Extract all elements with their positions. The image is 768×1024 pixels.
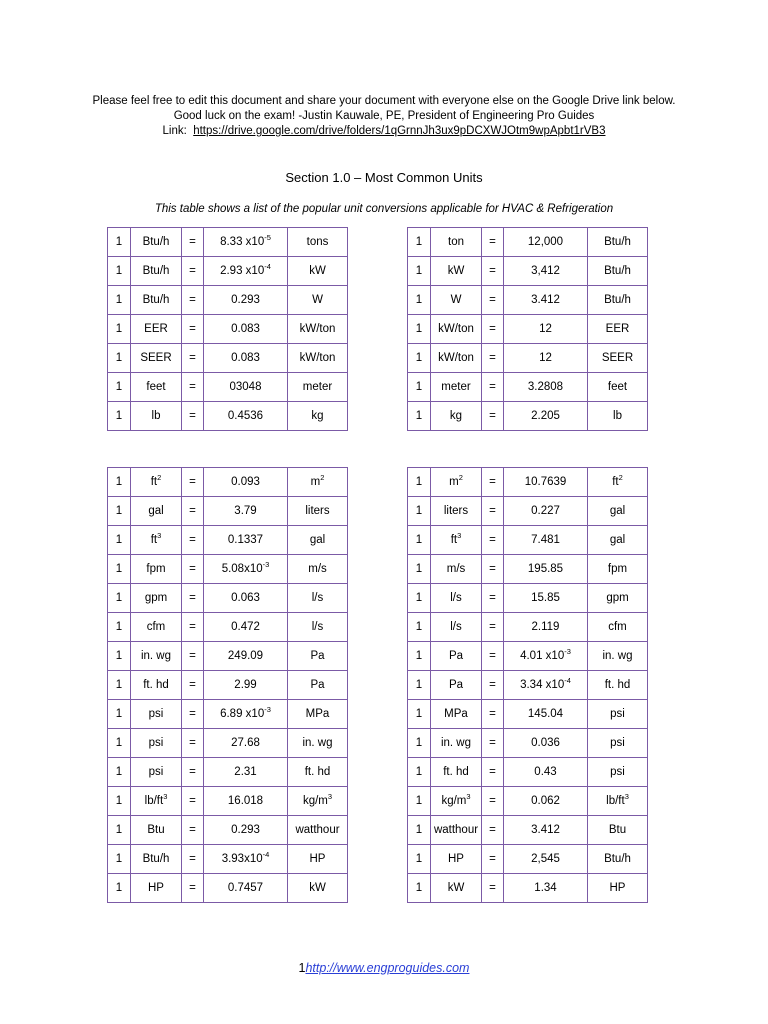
- to-unit-cell: l/s: [288, 613, 348, 642]
- equals-sign-cell: =: [182, 228, 204, 257]
- factor-cell: 2.99: [204, 671, 288, 700]
- quantity-cell: 1: [408, 787, 431, 816]
- table-row: [408, 373, 648, 402]
- from-unit-cell: psi: [131, 758, 182, 787]
- table-caption: This table shows a list of the popular unit conversions applicable for HVAC & Refrigeration: [154, 203, 614, 215]
- equals-sign-cell: =: [182, 758, 204, 787]
- table-row: [408, 874, 648, 903]
- quantity-cell: 1: [108, 584, 131, 613]
- quantity-cell: 1: [408, 286, 431, 315]
- quantity-cell: 1: [408, 315, 431, 344]
- quantity-cell: 1: [408, 758, 431, 787]
- to-unit-cell: Btu: [588, 816, 648, 845]
- from-unit-cell: liters: [431, 497, 482, 526]
- factor-cell: 8.33 $x10^{-5}$: [204, 228, 288, 257]
- factor-cell: $3.93x10^{-4}$: [204, 845, 288, 874]
- quantity-cell: 1: [108, 373, 131, 402]
- to-unit-cell: ft. hd: [288, 758, 348, 787]
- exponent: -4: [264, 262, 271, 272]
- from-unit-cell: feet: [131, 373, 182, 402]
- from-unit-cell: $lb/ft^3$: [131, 787, 182, 816]
- factor-cell: 4.01 $x10^{-3}$: [504, 642, 588, 671]
- table-row: [408, 584, 648, 613]
- equals-sign-cell: =: [482, 468, 504, 497]
- factor-cell: 2.119: [504, 613, 588, 642]
- factor-cell: 10.7639: [504, 468, 588, 497]
- quantity-cell: 1: [408, 816, 431, 845]
- table-row: [108, 584, 348, 613]
- quantity-cell: 1: [408, 555, 431, 584]
- from-unit-cell: in. wg: [131, 642, 182, 671]
- from-unit-cell: Pa: [431, 671, 482, 700]
- equals-sign-cell: =: [482, 787, 504, 816]
- page-number: 1: [298, 961, 306, 975]
- equals-sign-cell: =: [482, 497, 504, 526]
- table-row: [408, 228, 648, 257]
- google-drive-link[interactable]: https://drive.google.com/drive/folders/1qGrnnJh3ux9pDCXWJOtm9wpApbt1rVB3: [193, 125, 606, 137]
- factor-cell: 2.31: [204, 758, 288, 787]
- from-unit-cell: ft. hd: [431, 758, 482, 787]
- to-unit-cell: psi: [588, 758, 648, 787]
- to-unit-cell: gpm: [588, 584, 648, 613]
- table-row: [408, 344, 648, 373]
- factor-cell: 0.43: [504, 758, 588, 787]
- from-unit-cell: l/s: [431, 584, 482, 613]
- table-row: [108, 286, 348, 315]
- equals-sign-cell: =: [182, 344, 204, 373]
- to-unit-cell: kW: [288, 874, 348, 903]
- equals-sign-cell: =: [482, 729, 504, 758]
- quantity-cell: 1: [108, 874, 131, 903]
- table-row: [108, 228, 348, 257]
- factor-cell: 7.481: [504, 526, 588, 555]
- quantity-cell: 1: [108, 700, 131, 729]
- factor-cell: 0.293: [204, 816, 288, 845]
- to-unit-cell: $lb/ft^3$: [588, 787, 648, 816]
- from-unit-cell: EER: [131, 315, 182, 344]
- to-unit-cell: liters: [288, 497, 348, 526]
- factor-cell: 0.083: [204, 344, 288, 373]
- factor-cell: 12: [504, 315, 588, 344]
- to-unit-cell: $ft^2$: [588, 468, 648, 497]
- table-row: [108, 373, 348, 402]
- equals-sign-cell: =: [482, 344, 504, 373]
- factor-cell: 6.89 $x10^{-3}$: [204, 700, 288, 729]
- table-row: [108, 613, 348, 642]
- exponent: -4: [564, 676, 571, 686]
- quantity-cell: 1: [108, 613, 131, 642]
- table-row: [408, 845, 648, 874]
- quantity-cell: 1: [408, 729, 431, 758]
- to-unit-cell: EER: [588, 315, 648, 344]
- factor-cell: 0.1337: [204, 526, 288, 555]
- to-unit-cell: cfm: [588, 613, 648, 642]
- intro-line-1: Please feel free to edit this document and share your document with everyone else on the Google Drive link below.: [92, 95, 676, 107]
- quantity-cell: 1: [408, 845, 431, 874]
- factor-cell: 3.412: [504, 816, 588, 845]
- from-unit-cell: cfm: [131, 613, 182, 642]
- exponent: -5: [264, 233, 271, 243]
- table-row: [408, 257, 648, 286]
- table-row: [408, 671, 648, 700]
- from-unit-cell: gpm: [131, 584, 182, 613]
- quantity-cell: 1: [108, 497, 131, 526]
- table-row: [108, 671, 348, 700]
- equals-sign-cell: =: [182, 700, 204, 729]
- table-row: [108, 758, 348, 787]
- equals-sign-cell: =: [482, 286, 504, 315]
- equals-sign-cell: =: [182, 729, 204, 758]
- to-unit-cell: kW: [288, 257, 348, 286]
- quantity-cell: 1: [108, 816, 131, 845]
- to-unit-cell: Btu/h: [588, 845, 648, 874]
- page-footer: [0, 961, 768, 975]
- to-unit-cell: kW/ton: [288, 344, 348, 373]
- to-unit-cell: watthour: [288, 816, 348, 845]
- from-unit-cell: ton: [431, 228, 482, 257]
- factor-cell: $5.08x10^{-3}$: [204, 555, 288, 584]
- quantity-cell: 1: [108, 468, 131, 497]
- quantity-cell: 1: [408, 584, 431, 613]
- to-unit-cell: kg: [288, 402, 348, 431]
- from-unit-cell: Btu: [131, 816, 182, 845]
- to-unit-cell: gal: [588, 497, 648, 526]
- factor-cell: 15.85: [504, 584, 588, 613]
- quantity-cell: 1: [408, 613, 431, 642]
- equals-sign-cell: =: [182, 315, 204, 344]
- equals-sign-cell: =: [182, 526, 204, 555]
- equals-sign-cell: =: [182, 373, 204, 402]
- quantity-cell: 1: [108, 315, 131, 344]
- factor-cell: 3.34 $x10^{-4}$: [504, 671, 588, 700]
- equals-sign-cell: =: [482, 526, 504, 555]
- equals-sign-cell: =: [482, 315, 504, 344]
- from-unit-cell: Pa: [431, 642, 482, 671]
- equals-sign-cell: =: [482, 700, 504, 729]
- to-unit-cell: Pa: [288, 671, 348, 700]
- exponent: -3: [264, 705, 271, 715]
- exponent: 3: [163, 792, 168, 802]
- table-row: [408, 497, 648, 526]
- exponent: 2: [157, 473, 162, 483]
- to-unit-cell: tons: [288, 228, 348, 257]
- quantity-cell: 1: [108, 257, 131, 286]
- quantity-cell: 1: [408, 497, 431, 526]
- to-unit-cell: meter: [288, 373, 348, 402]
- equals-sign-cell: =: [182, 286, 204, 315]
- quantity-cell: 1: [408, 671, 431, 700]
- factor-cell: 2,545: [504, 845, 588, 874]
- from-unit-cell: l/s: [431, 613, 482, 642]
- from-unit-cell: Btu/h: [131, 845, 182, 874]
- factor-cell: 145.04: [504, 700, 588, 729]
- quantity-cell: 1: [408, 402, 431, 431]
- table-row: [408, 555, 648, 584]
- from-unit-cell: Btu/h: [131, 228, 182, 257]
- table-row: [408, 700, 648, 729]
- to-unit-cell: Btu/h: [588, 228, 648, 257]
- quantity-cell: 1: [108, 286, 131, 315]
- from-unit-cell: kW: [431, 257, 482, 286]
- to-unit-cell: l/s: [288, 584, 348, 613]
- to-unit-cell: m/s: [288, 555, 348, 584]
- quantity-cell: 1: [408, 373, 431, 402]
- equals-sign-cell: =: [182, 845, 204, 874]
- to-unit-cell: Pa: [288, 642, 348, 671]
- exponent: -3: [564, 647, 571, 657]
- to-unit-cell: $m^2$: [288, 468, 348, 497]
- equals-sign-cell: =: [182, 584, 204, 613]
- table-row: [408, 729, 648, 758]
- factor-cell: 195.85: [504, 555, 588, 584]
- footer-link[interactable]: http://www.engproguides.com: [305, 961, 470, 975]
- from-unit-cell: kW/ton: [431, 315, 482, 344]
- equals-sign-cell: =: [482, 555, 504, 584]
- table-row: [408, 286, 648, 315]
- equals-sign-cell: =: [182, 816, 204, 845]
- table-row: [408, 315, 648, 344]
- exponent: 3: [624, 792, 629, 802]
- quantity-cell: 1: [108, 671, 131, 700]
- equals-sign-cell: =: [482, 228, 504, 257]
- factor-cell: 0.4536: [204, 402, 288, 431]
- table-row: [108, 729, 348, 758]
- quantity-cell: 1: [108, 729, 131, 758]
- to-unit-cell: feet: [588, 373, 648, 402]
- from-unit-cell: $kg/m^3$: [431, 787, 482, 816]
- quantity-cell: 1: [408, 700, 431, 729]
- exponent: 2: [618, 473, 623, 483]
- from-unit-cell: HP: [131, 874, 182, 903]
- equals-sign-cell: =: [182, 671, 204, 700]
- quantity-cell: 1: [408, 228, 431, 257]
- factor-cell: 3.412: [504, 286, 588, 315]
- table-row: [408, 613, 648, 642]
- to-unit-cell: in. wg: [588, 642, 648, 671]
- quantity-cell: 1: [408, 526, 431, 555]
- to-unit-cell: psi: [588, 700, 648, 729]
- from-unit-cell: $ft^3$: [431, 526, 482, 555]
- table-row: [108, 787, 348, 816]
- exponent: 3: [157, 531, 162, 541]
- equals-sign-cell: =: [482, 845, 504, 874]
- intro-line-3: [0, 124, 768, 139]
- equals-sign-cell: =: [482, 613, 504, 642]
- conversion-table-1: [107, 227, 348, 431]
- intro-line-2: Good luck on the exam! -Justin Kauwale, PE, President of Engineering Pro Guides: [173, 110, 595, 122]
- to-unit-cell: HP: [588, 874, 648, 903]
- to-unit-cell: in. wg: [288, 729, 348, 758]
- factor-cell: 0.293: [204, 286, 288, 315]
- to-unit-cell: $kg/m^3$: [288, 787, 348, 816]
- from-unit-cell: kW: [431, 874, 482, 903]
- table-row: [408, 402, 648, 431]
- table-row: [108, 497, 348, 526]
- exponent: 3: [327, 792, 333, 802]
- table-row: [108, 257, 348, 286]
- equals-sign-cell: =: [182, 642, 204, 671]
- quantity-cell: 1: [108, 787, 131, 816]
- exponent: 2: [320, 473, 325, 483]
- to-unit-cell: SEER: [588, 344, 648, 373]
- from-unit-cell: psi: [131, 729, 182, 758]
- from-unit-cell: MPa: [431, 700, 482, 729]
- equals-sign-cell: =: [482, 373, 504, 402]
- equals-sign-cell: =: [482, 257, 504, 286]
- quantity-cell: 1: [108, 845, 131, 874]
- from-unit-cell: in. wg: [431, 729, 482, 758]
- quantity-cell: 1: [408, 344, 431, 373]
- factor-cell: 2.205: [504, 402, 588, 431]
- equals-sign-cell: =: [182, 787, 204, 816]
- from-unit-cell: lb: [131, 402, 182, 431]
- factor-cell: 0.036: [504, 729, 588, 758]
- from-unit-cell: $m^2$: [431, 468, 482, 497]
- quantity-cell: 1: [108, 228, 131, 257]
- to-unit-cell: gal: [588, 526, 648, 555]
- factor-cell: 0.227: [504, 497, 588, 526]
- factor-cell: 3.2808: [504, 373, 588, 402]
- quantity-cell: 1: [408, 468, 431, 497]
- from-unit-cell: $ft^2$: [131, 468, 182, 497]
- from-unit-cell: gal: [131, 497, 182, 526]
- to-unit-cell: gal: [288, 526, 348, 555]
- conversion-table-4: [407, 467, 648, 903]
- table-row: [408, 758, 648, 787]
- equals-sign-cell: =: [482, 671, 504, 700]
- from-unit-cell: W: [431, 286, 482, 315]
- quantity-cell: 1: [108, 642, 131, 671]
- to-unit-cell: psi: [588, 729, 648, 758]
- equals-sign-cell: =: [182, 874, 204, 903]
- to-unit-cell: MPa: [288, 700, 348, 729]
- quantity-cell: 1: [408, 257, 431, 286]
- factor-cell: 0.083: [204, 315, 288, 344]
- table-row: [108, 402, 348, 431]
- from-unit-cell: SEER: [131, 344, 182, 373]
- factor-cell: 3,412: [504, 257, 588, 286]
- factor-cell: 27.68: [204, 729, 288, 758]
- equals-sign-cell: =: [182, 497, 204, 526]
- exponent: 3: [457, 531, 462, 541]
- factor-cell: 3.79: [204, 497, 288, 526]
- from-unit-cell: watthour: [431, 816, 482, 845]
- from-unit-cell: kg: [431, 402, 482, 431]
- to-unit-cell: HP: [288, 845, 348, 874]
- from-unit-cell: Btu/h: [131, 286, 182, 315]
- to-unit-cell: W: [288, 286, 348, 315]
- exponent: 2: [458, 473, 463, 483]
- table-row: [108, 555, 348, 584]
- to-unit-cell: Btu/h: [588, 286, 648, 315]
- equals-sign-cell: =: [482, 642, 504, 671]
- table-row: [108, 315, 348, 344]
- from-unit-cell: m/s: [431, 555, 482, 584]
- factor-cell: 0.472: [204, 613, 288, 642]
- quantity-cell: 1: [408, 874, 431, 903]
- link-label: Link:: [162, 125, 187, 137]
- factor-cell: 12: [504, 344, 588, 373]
- equals-sign-cell: =: [182, 257, 204, 286]
- equals-sign-cell: =: [182, 555, 204, 584]
- table-row: [108, 816, 348, 845]
- factor-cell: 249.09: [204, 642, 288, 671]
- equals-sign-cell: =: [482, 584, 504, 613]
- factor-cell: 12,000: [504, 228, 588, 257]
- to-unit-cell: fpm: [588, 555, 648, 584]
- equals-sign-cell: =: [182, 402, 204, 431]
- table-row: [108, 700, 348, 729]
- to-unit-cell: ft. hd: [588, 671, 648, 700]
- quantity-cell: 1: [108, 344, 131, 373]
- factor-cell: 0.093: [204, 468, 288, 497]
- equals-sign-cell: =: [182, 468, 204, 497]
- conversion-table-3: [107, 467, 348, 903]
- equals-sign-cell: =: [482, 874, 504, 903]
- equals-sign-cell: =: [482, 402, 504, 431]
- from-unit-cell: psi: [131, 700, 182, 729]
- equals-sign-cell: =: [182, 613, 204, 642]
- table-row: [408, 642, 648, 671]
- factor-cell: 1.34: [504, 874, 588, 903]
- factor-cell: 0.062: [504, 787, 588, 816]
- equals-sign-cell: =: [482, 816, 504, 845]
- factor-cell: 03048: [204, 373, 288, 402]
- table-row: [108, 526, 348, 555]
- factor-cell: 0.7457: [204, 874, 288, 903]
- quantity-cell: 1: [108, 758, 131, 787]
- from-unit-cell: fpm: [131, 555, 182, 584]
- exponent: -4: [262, 850, 270, 860]
- quantity-cell: 1: [408, 642, 431, 671]
- from-unit-cell: HP: [431, 845, 482, 874]
- from-unit-cell: meter: [431, 373, 482, 402]
- from-unit-cell: kW/ton: [431, 344, 482, 373]
- from-unit-cell: ft. hd: [131, 671, 182, 700]
- table-row: [408, 468, 648, 497]
- factor-cell: 16.018: [204, 787, 288, 816]
- to-unit-cell: Btu/h: [588, 257, 648, 286]
- table-row: [108, 874, 348, 903]
- table-row: [408, 816, 648, 845]
- section-title: Section 1.0 – Most Common Units: [285, 170, 483, 185]
- factor-cell: 0.063: [204, 584, 288, 613]
- conversion-table-2: [407, 227, 648, 431]
- quantity-cell: 1: [108, 526, 131, 555]
- quantity-cell: 1: [108, 402, 131, 431]
- table-row: [108, 468, 348, 497]
- to-unit-cell: kW/ton: [288, 315, 348, 344]
- from-unit-cell: $ft^3$: [131, 526, 182, 555]
- quantity-cell: 1: [108, 555, 131, 584]
- factor-cell: 2.93 $x10^{-4}$: [204, 257, 288, 286]
- table-row: [108, 845, 348, 874]
- to-unit-cell: lb: [588, 402, 648, 431]
- equals-sign-cell: =: [482, 758, 504, 787]
- from-unit-cell: Btu/h: [131, 257, 182, 286]
- exponent: -3: [262, 560, 270, 570]
- table-row: [408, 787, 648, 816]
- table-row: [108, 344, 348, 373]
- table-row: [108, 642, 348, 671]
- table-row: [408, 526, 648, 555]
- exponent: 3: [466, 792, 471, 802]
